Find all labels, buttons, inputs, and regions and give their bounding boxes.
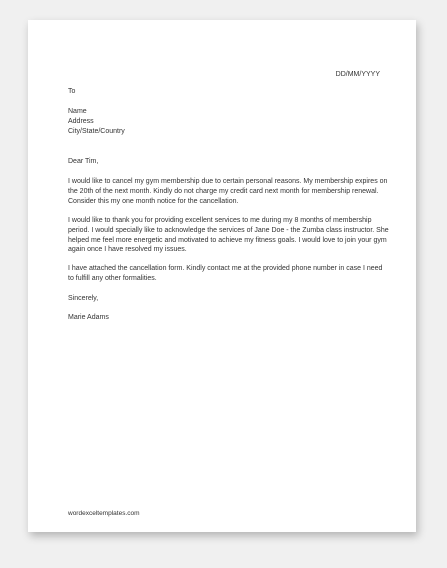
letter-page: [28, 20, 416, 532]
closing: Sincerely,: [68, 295, 99, 302]
paragraph-1: I would like to cancel my gym membership due to certain personal reasons. My membership expires on the 20th of the next month. Kindly do not charge my credit card next month for membership renewal. Consider this my one month notice for the cancellation.: [68, 178, 388, 205]
recipient-city: City/State/Country: [68, 128, 125, 135]
letter-date: DD/MM/YYYY: [335, 71, 380, 78]
to-label: To: [68, 88, 76, 95]
paragraph-2: I would like to thank you for providing excellent services to me during my 8 months of membership period. I would specially like to acknowledge the services of Jane Doe - the Zumba class instructor. She helped me feel more energetic and motivated to achieve my fitness goals. I would love to join your gym again once I have resolved my issues.: [68, 217, 389, 254]
footer-website: wordexceltemplates.com: [68, 510, 140, 517]
salutation: Dear Tim,: [68, 158, 99, 165]
paragraph-3: I have attached the cancellation form. Kindly contact me at the provided phone number in case I need to fulfill any other formalities.: [68, 265, 383, 282]
signature: Marie Adams: [68, 314, 109, 321]
recipient-address: Address: [68, 118, 94, 125]
recipient-name: Name: [68, 108, 87, 115]
